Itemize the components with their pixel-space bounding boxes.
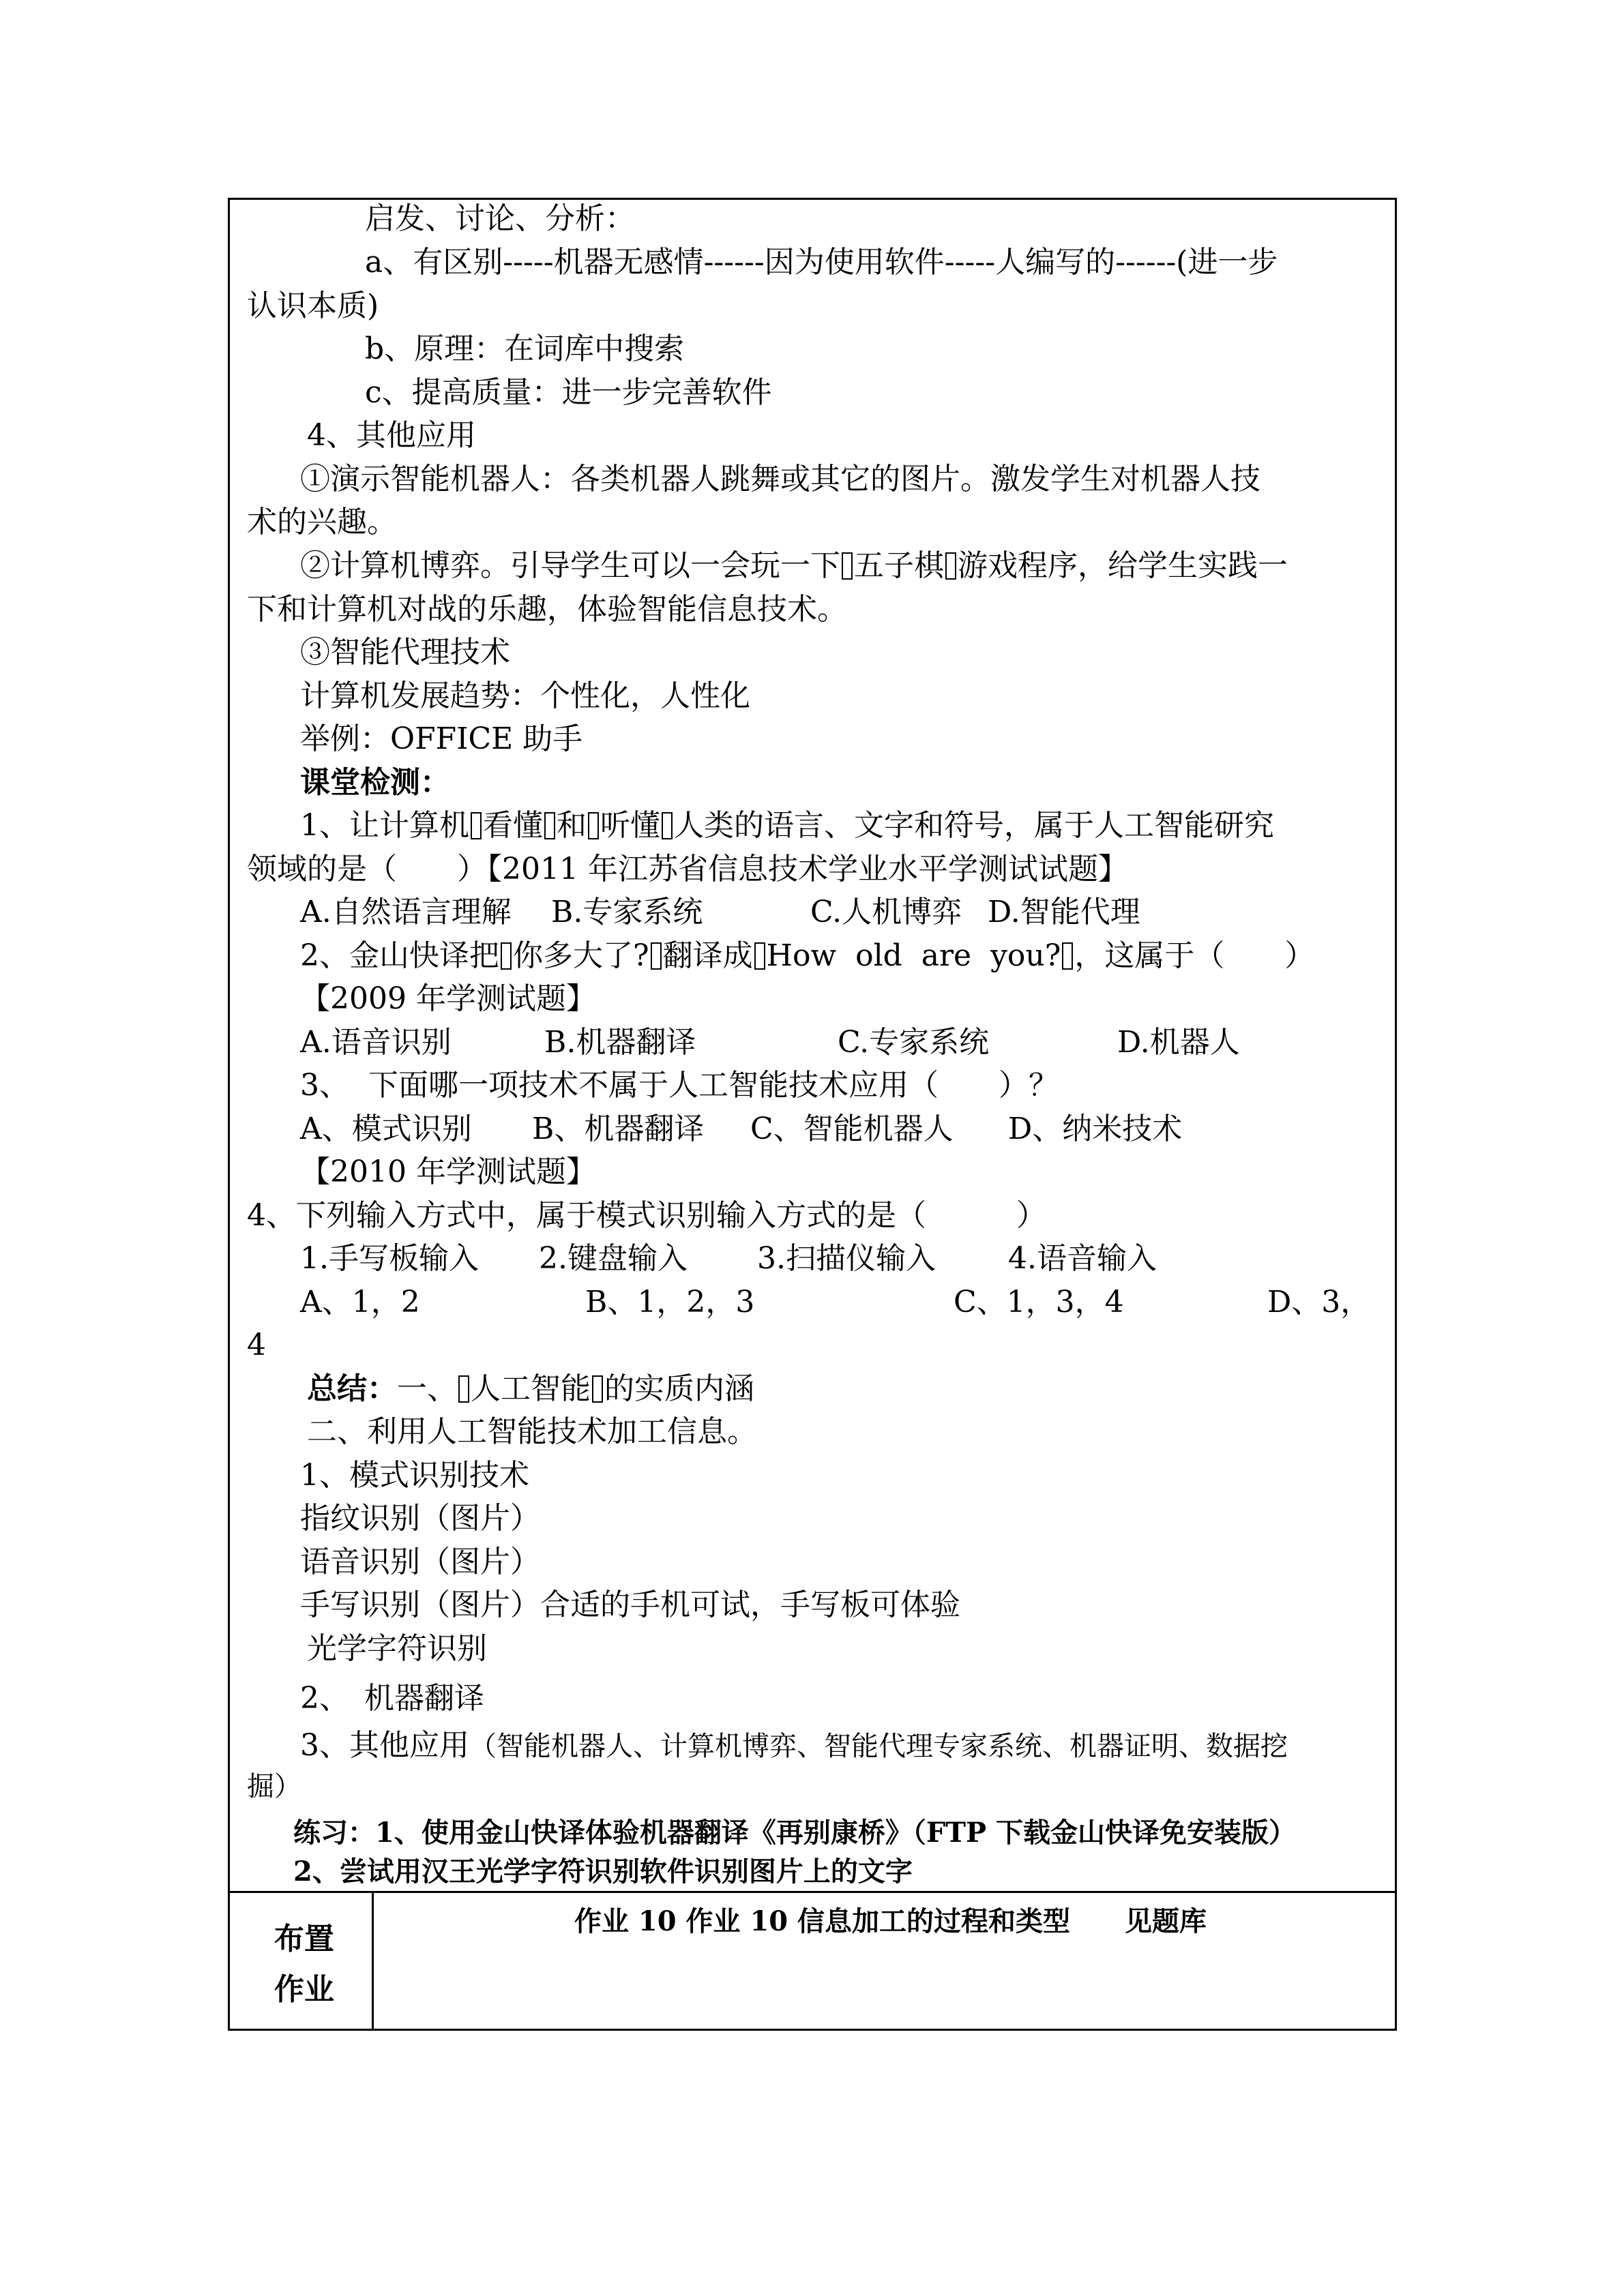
quote-box bbox=[662, 812, 673, 839]
line-b: b、原理：在词库中搜索 bbox=[365, 331, 685, 366]
summary-line-6: 手写识别（图片）合适的手机可试，手写板可体验 bbox=[300, 1587, 960, 1622]
q1-line-2: 领域的是（ ）【2011 年江苏省信息技术学业水平学测试试题】 bbox=[247, 852, 1128, 886]
quote-box bbox=[651, 942, 662, 970]
q1-text-a: 1、让计算机 bbox=[300, 808, 469, 843]
q1-text-d: 听懂 bbox=[600, 808, 660, 843]
summary-line-5: 语音识别（图片） bbox=[300, 1545, 540, 1579]
q3-option-d: D、纳米技术 bbox=[1008, 1112, 1183, 1146]
q4-item-2: 2.键盘输入 bbox=[539, 1241, 688, 1276]
summary-9a: 3、其他应用 bbox=[300, 1728, 469, 1763]
item-game-2: 下和计算机对战的乐趣，体验智能信息技术。 bbox=[247, 592, 847, 627]
q2-option-b: B.机器翻译 bbox=[544, 1025, 696, 1060]
q1-option-b: B.专家系统 bbox=[551, 895, 703, 929]
trend-line: 计算机发展趋势：个性化，人性化 bbox=[300, 679, 750, 713]
q4-item-4: 4.语音输入 bbox=[1008, 1241, 1157, 1276]
item-game-text-c: 游戏程序，给学生实践一 bbox=[958, 548, 1288, 583]
homework-row-divider bbox=[228, 1891, 1397, 1893]
quote-box bbox=[501, 942, 512, 970]
summary-1a: 一、 bbox=[397, 1371, 457, 1406]
summary-line-9 bbox=[300, 1727, 1288, 1765]
summary-line-7: 光学字符识别 bbox=[307, 1631, 487, 1666]
summary-label: 总结： bbox=[307, 1371, 397, 1406]
summary-line-3: 1、模式识别技术 bbox=[300, 1458, 529, 1493]
item-robot-1: ①演示智能机器人：各类机器人跳舞或其它的图片。激发学生对机器人技 bbox=[300, 462, 1260, 496]
summary-line-10: 掘） bbox=[247, 1771, 301, 1802]
practice-line-2: 2、尝试用汉王光学字符识别软件识别图片上的文字 bbox=[293, 1855, 913, 1888]
q2-option-a: A.语音识别 bbox=[300, 1025, 452, 1060]
line-a-2: 认识本质) bbox=[247, 288, 379, 323]
example-line: 举例：OFFICE 助手 bbox=[300, 721, 583, 756]
homework-label-2: 作业 bbox=[274, 1972, 334, 2007]
q2-line-2: 【2009 年学测试题】 bbox=[300, 981, 596, 1016]
heading-discuss: 启发、讨论、分析： bbox=[365, 201, 635, 236]
item-robot-2: 术的兴趣。 bbox=[247, 505, 397, 539]
line-c: c、提高质量：进一步完善软件 bbox=[365, 375, 772, 410]
q3-line-1: 3、 下面哪一项技术不属于人工智能技术应用（ ）？ bbox=[300, 1068, 1059, 1103]
q2-text-c: 翻译成 bbox=[662, 938, 753, 973]
homework-column-divider bbox=[372, 1891, 374, 2031]
summary-line-8: 2、 机器翻译 bbox=[300, 1681, 484, 1716]
q4-line-1: 4、下列输入方式中，属于模式识别输入方式的是（ ） bbox=[247, 1198, 1046, 1233]
summary-1c: 的实质内涵 bbox=[604, 1371, 754, 1406]
q4-option-b: B、1，2，3 bbox=[585, 1285, 755, 1320]
homework-label-1: 布置 bbox=[274, 1922, 334, 1956]
quote-box bbox=[458, 1375, 469, 1403]
item-agent: ③智能代理技术 bbox=[300, 635, 510, 670]
section-other-applications: 4、其他应用 bbox=[307, 418, 476, 453]
q2-text-e: ，这属于（ ） bbox=[1074, 938, 1315, 973]
quote-box bbox=[592, 1375, 603, 1403]
homework-text: 作业 10 作业 10 信息加工的过程和类型 见题库 bbox=[574, 1905, 1207, 1937]
quiz-title: 课堂检测： bbox=[300, 765, 450, 800]
q2-option-c: C.专家系统 bbox=[838, 1025, 990, 1060]
q2-line-1 bbox=[300, 937, 1314, 975]
item-game-text-a: ②计算机博弈。引导学生可以一会玩一下 bbox=[300, 548, 840, 583]
summary-1b: 人工智能 bbox=[471, 1371, 591, 1406]
q1-line-1 bbox=[300, 807, 1274, 845]
summary-line-4: 指纹识别（图片） bbox=[300, 1501, 540, 1536]
quote-box bbox=[754, 942, 765, 970]
q2-option-d: D.机器人 bbox=[1117, 1025, 1240, 1060]
line-a-1: a、有区别-----机器无感情------因为使用软件-----人编写的------(进一步 bbox=[365, 245, 1278, 280]
q1-text-e: 人类的语言、文字和符号，属于人工智能研究 bbox=[674, 808, 1274, 843]
q4-option-d: D、3， bbox=[1267, 1285, 1371, 1320]
q4-item-3: 3.扫描仪输入 bbox=[757, 1241, 936, 1276]
quote-box bbox=[842, 552, 853, 580]
quote-box bbox=[945, 552, 956, 580]
q1-option-a: A.自然语言理解 bbox=[300, 895, 512, 929]
q1-option-c: C.人机博弈 bbox=[810, 895, 962, 929]
quote-box bbox=[588, 812, 599, 839]
practice-line-1: 练习：1、使用金山快译体验机器翻译《再别康桥》（FTP 下载金山快译免安装版） bbox=[293, 1817, 1296, 1849]
item-game-text-b: 五子棋 bbox=[854, 548, 944, 583]
q2-text-b: 你多大了? bbox=[513, 938, 649, 973]
summary-line-1 bbox=[307, 1370, 754, 1408]
summary-9b: （智能机器人、计算机博弈、智能代理专家系统、机器证明、数据挖 bbox=[469, 1731, 1288, 1762]
q3-line-2: 【2010 年学测试题】 bbox=[300, 1154, 596, 1189]
q1-text-c: 和 bbox=[557, 808, 587, 843]
summary-line-2: 二、利用人工智能技术加工信息。 bbox=[307, 1414, 757, 1449]
q1-option-d: D.智能代理 bbox=[988, 895, 1140, 929]
q4-item-1: 1.手写板输入 bbox=[300, 1241, 479, 1276]
q4-option-a: A、1，2 bbox=[300, 1285, 420, 1320]
q3-option-c: C、智能机器人 bbox=[750, 1112, 954, 1146]
q1-text-b: 看懂 bbox=[483, 808, 543, 843]
quote-box bbox=[544, 812, 555, 839]
q4-wrap: 4 bbox=[247, 1328, 266, 1362]
item-game-1 bbox=[300, 547, 1288, 585]
q2-text-a: 2、金山快译把 bbox=[300, 938, 499, 973]
q3-option-b: B、机器翻译 bbox=[532, 1112, 705, 1146]
q2-text-d: How old are you? bbox=[766, 938, 1061, 973]
quote-box bbox=[471, 812, 482, 839]
q4-option-c: C、1，3，4 bbox=[954, 1285, 1124, 1320]
q3-option-a: A、模式识别 bbox=[300, 1112, 472, 1146]
quote-box bbox=[1062, 942, 1073, 970]
